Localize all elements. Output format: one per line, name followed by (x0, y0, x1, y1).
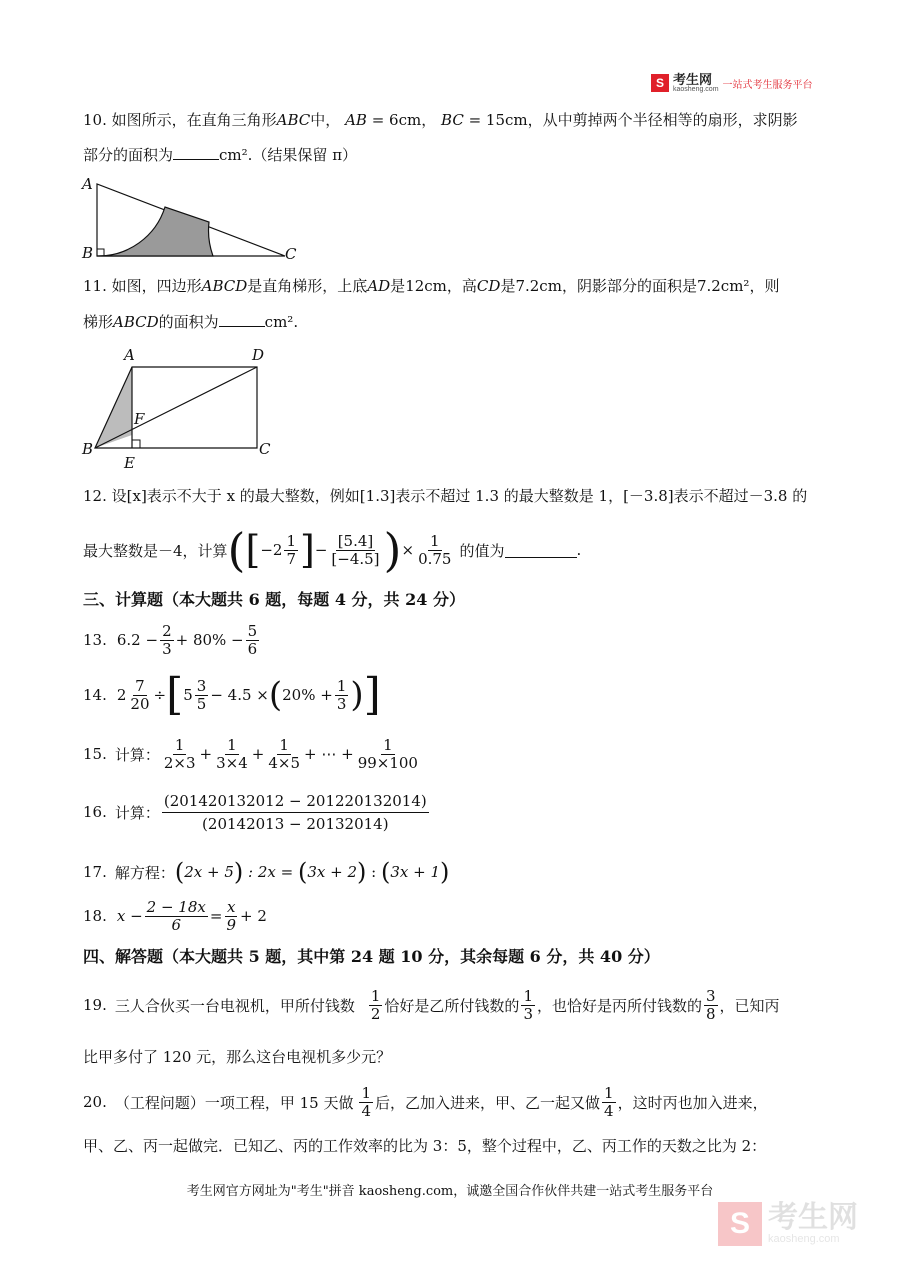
q19-line1 (83, 983, 780, 1027)
logo-name: 考生网 (673, 71, 713, 87)
watermark-logo-icon: S (718, 1202, 762, 1246)
q11-text2: 是直角梯形，上底 (247, 277, 368, 295)
q20-b: 后，乙加入进来，甲、乙一起又做 (375, 1093, 601, 1112)
header-logo (651, 72, 813, 94)
q17-rp3: ) (440, 858, 450, 886)
q12-floor-frac (329, 533, 381, 568)
q11-number: 11. (83, 277, 107, 295)
q20-frac1 (359, 1085, 373, 1120)
q10-text1: 如图所示，在直角三角形 (111, 111, 277, 129)
q12-line1-text: 设[x]表示不大于 x 的最大整数，例如[1.3]表示不超过 1.3 的最大整数是 1，[－3.8]表示不超过－3.8 的 (111, 487, 808, 505)
q17-e3: 3x + 1 (390, 863, 441, 881)
q16-denominator: (20142013 − 20132014) (202, 814, 389, 833)
q15-t3d: 4×5 (268, 753, 300, 772)
q11-text7: ，则 (749, 277, 780, 295)
q10-unit: cm² (219, 146, 248, 164)
q17-lp1: ( (174, 858, 185, 886)
q19-f1d: 2 (370, 1004, 381, 1023)
section3-title: 三、计算题（本大题共 6 题，每题 4 分，共 24 分） (83, 590, 465, 609)
q11-end: . (293, 313, 299, 331)
q19-f3d: 8 (706, 1004, 716, 1023)
q10-ab: AB (345, 111, 367, 129)
q10-comma: ， (421, 111, 437, 129)
q12-open-bracket: [ (245, 528, 261, 572)
q11-abcd-2: ABCD (113, 313, 159, 331)
section4-title: 四、解答题（本大题共 5 题，其中第 24 题 10 分，其余每题 6 分，共 40 分） (83, 947, 660, 966)
q11-text6: ，阴影部分的面积是 (561, 277, 697, 295)
q16-number: 16. (83, 803, 107, 821)
q14-f2d: 5 (196, 694, 207, 713)
q19-frac2 (521, 988, 535, 1023)
q12-line2b: 的值为 (459, 541, 505, 560)
q12-close-paren: ) (383, 523, 402, 577)
q12-number: 12. (83, 487, 107, 505)
q15-plus2: + (251, 745, 265, 763)
q17-e1: 2x + 5 (184, 863, 234, 881)
q10-text2: 中， (310, 111, 341, 129)
q20-line1 (83, 1080, 768, 1124)
q14-f3d: 3 (336, 694, 347, 713)
q16-den-expr: 20142013 − 20132014 (207, 814, 383, 833)
q14 (83, 670, 381, 720)
q17 (83, 857, 449, 887)
q13-frac1 (160, 623, 174, 658)
q19-number: 19. (83, 996, 107, 1014)
q12-mixed-num: 1 (286, 531, 296, 550)
q16-frac (162, 790, 429, 835)
q20-f1n: 1 (361, 1083, 372, 1102)
q12-floor-den: [−4.5] (331, 549, 380, 568)
q11-label-c: C (259, 440, 271, 458)
q14-whole2: 5 (183, 686, 193, 704)
q13-f2d: 6 (247, 639, 258, 658)
q11-area-val: 7.2cm² (696, 277, 750, 295)
q10-number: 10. (83, 111, 107, 129)
q15-t2n: 1 (227, 735, 237, 754)
q14-close-bracket: ] (363, 669, 381, 720)
q19-frac3 (704, 988, 718, 1023)
q10-abc: ABC (276, 111, 311, 129)
q13-b: + 80% − (175, 631, 244, 649)
q11-line2a: 梯形 (83, 313, 114, 331)
q11-cd: CD (476, 277, 501, 295)
q19-a: 三人合伙买一台电视机，甲所付钱数 (114, 996, 355, 1015)
q19-c: ，也恰好是丙所付钱数的 (536, 996, 702, 1015)
q18-f1n: 2 − 18x (146, 897, 206, 916)
q10-line2b: .（结果保留 π） (247, 146, 358, 164)
q18 (83, 896, 267, 936)
q11-text4: ，高 (446, 277, 477, 295)
q19-line2: 比甲多付了 120 元，那么这台电视机多少元？ (83, 1048, 392, 1066)
q11-line2 (83, 312, 298, 332)
q11-line2b: 的面积为 (158, 313, 219, 331)
q10-label-b: B (82, 244, 94, 262)
q11-ad-val: 12cm (405, 277, 447, 295)
q12-minus: − (314, 541, 328, 559)
q19-f2d: 3 (523, 1004, 533, 1023)
q12-close-bracket: ] (300, 528, 315, 572)
q11-text5: 是 (500, 277, 516, 295)
q12-end: . (576, 541, 582, 559)
q12-frac-g (416, 533, 453, 568)
q11-label-a: A (124, 346, 135, 364)
q15-t1n: 1 (174, 735, 185, 754)
q17-number: 17. (83, 863, 107, 881)
q15 (83, 733, 422, 775)
q10-bc-val: = 15cm (468, 111, 528, 129)
q18-tail: + 2 (239, 907, 267, 925)
q15-term2 (214, 737, 250, 772)
q18-frac2 (224, 899, 238, 934)
q16-num-expr: 201420132012 − 201220132014 (169, 791, 421, 810)
q14-mid: − 4.5 × (210, 686, 269, 704)
q17-c1: : 2x = (243, 863, 298, 881)
q11-abcd: ABCD (201, 277, 248, 295)
q10-line2 (83, 145, 357, 165)
q20-c: ，这时丙也加入进来， (617, 1093, 768, 1112)
q13-f1n: 2 (162, 621, 172, 640)
q15-plus1: + (199, 745, 213, 763)
q14-frac2 (195, 678, 209, 713)
watermark (718, 1202, 858, 1246)
q11-label-d: D (252, 346, 265, 364)
q12-line1 (83, 486, 807, 506)
q14-f3n: 1 (336, 676, 347, 695)
q19-b: 恰好是乙所付钱数的 (384, 996, 520, 1015)
q11-text1: 如图，四边形 (111, 277, 202, 295)
q17-lp2: ( (297, 858, 308, 886)
watermark-sub: kaosheng.com (768, 1233, 840, 1245)
q12-line2a: 最大整数是－4，计算 (83, 541, 228, 560)
q18-f2n: x (226, 897, 236, 916)
q13-frac2 (246, 623, 260, 658)
q14-whole: 2 (116, 686, 127, 704)
q11-ad: AD (367, 277, 391, 295)
q15-t2d: 3×4 (216, 753, 248, 772)
q10-line1 (83, 110, 798, 130)
q20-frac2 (602, 1085, 616, 1120)
q19-f2n: 1 (523, 986, 533, 1005)
q10-bc: BC (441, 111, 464, 129)
q17-rp1: ) (233, 858, 244, 886)
q11-answer-blank (219, 312, 265, 327)
logo-mark-icon: S (651, 74, 669, 92)
q17-c2: : (366, 863, 381, 881)
q15-t4d: 99×100 (357, 753, 418, 772)
q16-numerator: (201420132012 − 201220132014) (162, 790, 429, 813)
q14-frac1 (128, 678, 151, 713)
q14-div: ÷ (153, 686, 167, 704)
q12-g-den: 0.75 (418, 549, 452, 568)
q15-t3n: 1 (279, 735, 289, 754)
q11-line1 (83, 276, 779, 296)
q11-label-e: E (124, 454, 135, 472)
q12-g-num: 1 (430, 531, 440, 550)
q10-label-a: A (82, 175, 93, 193)
q11-label-b: B (82, 440, 94, 458)
q11-trapezoid-svg (90, 355, 270, 455)
q20-number: 20. (83, 1093, 107, 1111)
q12-floor-num: [5.4] (337, 531, 374, 550)
q17-e2: 3x + 2 (307, 863, 358, 881)
q15-label: 计算： (114, 745, 160, 764)
logo-sub: kaosheng.com (673, 85, 719, 93)
q15-term1 (162, 737, 198, 772)
q13-f2n: 5 (247, 621, 258, 640)
q14-frac3 (335, 678, 349, 713)
q12-line2 (83, 520, 581, 580)
q12-open-paren: ( (227, 523, 246, 577)
q18-f1d: 6 (171, 915, 182, 934)
q12-mixed-int: −2 (260, 541, 283, 559)
q18-eq: = (209, 907, 223, 925)
q14-f2n: 3 (196, 676, 207, 695)
q13-a: 6.2 − (116, 631, 159, 649)
q13-number: 13. (83, 631, 107, 649)
q19-d: ，已知丙 (719, 996, 780, 1015)
q18-frac1 (145, 899, 208, 934)
q20-f2d: 4 (604, 1101, 614, 1120)
q18-number: 18. (83, 907, 107, 925)
q17-label: 解方程： (114, 863, 175, 882)
q10-ab-val: = 6cm (371, 111, 422, 129)
q19-frac1 (369, 988, 383, 1023)
q14-f1d: 20 (130, 694, 150, 713)
q10-label-c: C (285, 245, 297, 263)
q11-unit: cm² (264, 313, 294, 331)
q12-mixed-den: 7 (286, 549, 296, 568)
q15-term3 (266, 737, 302, 772)
q17-lp3: ( (380, 858, 391, 886)
q20-f2n: 1 (604, 1083, 614, 1102)
q15-number: 15. (83, 745, 107, 763)
q11-label-f: F (134, 410, 145, 428)
q14-f1n: 7 (135, 676, 145, 695)
q15-t1d: 2×3 (163, 753, 196, 772)
q14-open-paren: ( (268, 675, 283, 715)
q14-pct: 20% + (282, 686, 333, 704)
q10-triangle-svg (80, 170, 310, 265)
q17-rp2: ) (357, 858, 367, 886)
q20-a: （工程问题）一项工程，甲 15 天做 (114, 1093, 354, 1112)
q10-text3: ，从中剪掉两个半径相等的扇形，求阴影 (527, 111, 798, 129)
q11-cd-val: 7.2cm (515, 277, 562, 295)
q10-line2a: 部分的面积为 (83, 146, 174, 164)
q12-mixed-frac (284, 533, 298, 568)
footer-text: 考生网官方网址为"考生"拼音 kaosheng.com，诚邀全国合作伙伴共建一站式考生服务平台 (186, 1184, 714, 1199)
q16-label: 计算： (114, 803, 160, 822)
q14-open-bracket: [ (166, 669, 184, 720)
logo-slogan: 一站式考生服务平台 (722, 79, 813, 91)
q14-close-paren: ) (350, 675, 364, 715)
q15-term4 (356, 737, 420, 772)
q13-f1d: 3 (162, 639, 172, 658)
q19-f3n: 3 (706, 986, 716, 1005)
q16 (83, 788, 431, 836)
q13 (83, 620, 261, 660)
q12-times: × (401, 541, 415, 559)
q20-line2: 甲、乙、丙一起做完．已知乙、丙的工作效率的比为 3：5，整个过程中，乙、丙工作的天数之比为 2： (83, 1137, 767, 1155)
q18-x: x − (116, 907, 143, 925)
q15-dots: + ⋯ + (304, 745, 354, 763)
q18-f2d: 9 (226, 915, 236, 934)
q15-t4n: 1 (383, 735, 393, 754)
q10-answer-blank (173, 145, 219, 160)
q19-f1n: 1 (370, 986, 381, 1005)
q14-number: 14. (83, 686, 107, 704)
q12-answer-blank (505, 543, 577, 558)
watermark-name: 考生网 (768, 1201, 858, 1234)
q20-f1d: 4 (361, 1101, 372, 1120)
q11-text3: 是 (390, 277, 406, 295)
